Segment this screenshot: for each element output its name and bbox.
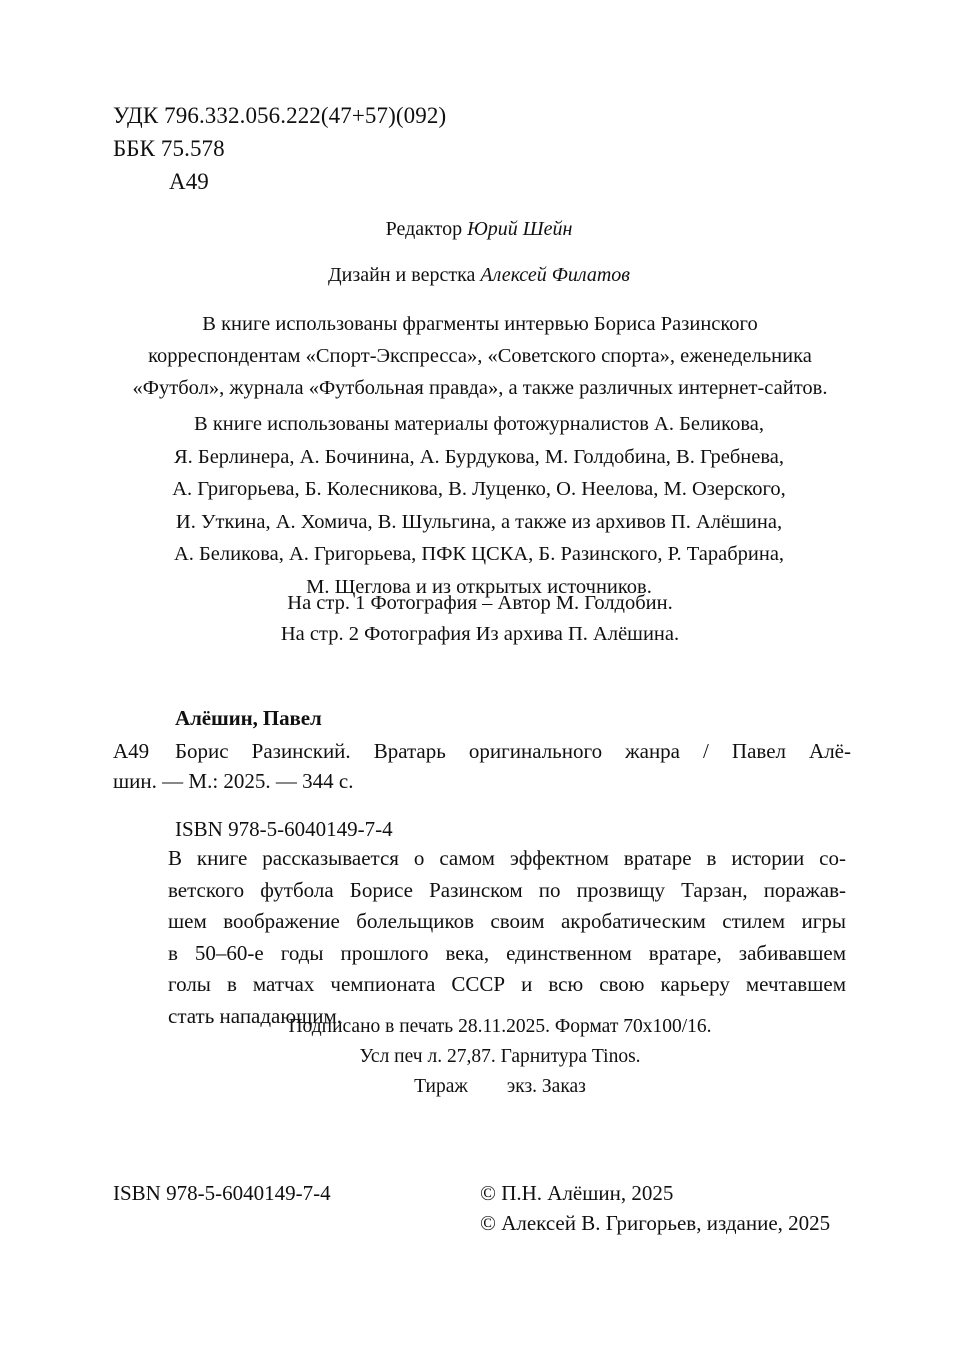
imprint-print-run: Тираж экз. Заказ [414, 1076, 586, 1097]
page-photo-credit-line: На стр. 1 Фотография – Автор М. Голдобин. [287, 592, 673, 614]
imprint-block [160, 1012, 840, 1102]
annotation-paragraph [168, 843, 846, 1032]
designer-label: Дизайн и верстка [328, 264, 476, 286]
biblio-record-line: шин. — М.: 2025. — 344 с. [113, 769, 354, 793]
annotation-line: стать нападающим. [168, 1003, 343, 1028]
bbk-code: ББК 75.578 [113, 136, 225, 161]
photo-note-line: А. Беликова, А. Григорьева, ПФК ЦСКА, Б. Разинского, Р. Тарабрина, [173, 543, 785, 565]
footer-isbn: ISBN 978-5-6040149-7-4 [113, 1181, 331, 1205]
biblio-record [113, 736, 851, 796]
biblio-record-code: А49 [113, 739, 150, 763]
author-sign-code: А49 [169, 169, 209, 194]
biblio-isbn: ISBN 978-5-6040149-7-4 [175, 817, 393, 841]
interview-sources-note [113, 308, 847, 404]
photo-note-line: В книге использованы материалы фотожурналистов А. Беликова, [194, 413, 764, 435]
bibliographic-record [113, 703, 851, 844]
classification-block [113, 99, 446, 198]
photo-note-line: Я. Берлинера, А. Бочинина, А. Бурдукова, М. Голдобина, В. Гребнева, [174, 445, 784, 468]
annotation-line: в 50–60-е годы прошлого века, единственном вратаре, забивавшем [168, 940, 846, 965]
designer-credit [113, 261, 845, 289]
page-photo-credit-line: На стр. 2 Фотография Из архива П. Алёшина. [280, 623, 680, 645]
annotation-line: ветского футбола Борисе Разинском по прозвищу Тарзан, поражав- [168, 877, 846, 902]
photo-note-line: М. Щеглова и из открытых источников. [306, 575, 652, 598]
udk-code: УДК 796.332.056.222(47+57)(092) [113, 103, 447, 128]
interview-note-line: корреспондентам «Спорт-Экспресса», «Советского спорта», еженедельника [148, 345, 812, 367]
biblio-author-heading: Алёшин, Павел [175, 706, 322, 730]
page-photo-credits [113, 588, 847, 650]
editor-label: Редактор [385, 218, 463, 240]
annotation-line: шем воображение болельщиков своим акробатическим стилем игры [168, 909, 846, 933]
interview-note-line: «Футбол», журнала «Футбольная правда», а также различных интернет-сайтов. [132, 377, 828, 399]
photo-note-line: А. Григорьева, Б. Колесникова, В. Луценко, О. Неелова, М. Озерского, [172, 478, 786, 500]
photo-credits-note [107, 408, 851, 603]
interview-note-line: В книге использованы фрагменты интервью Бориса Разинского [202, 313, 758, 335]
annotation-line: голы в матчах чемпионата СССР и всю свою карьеру мечтавшем [168, 972, 846, 996]
imprint-sheets-typeface: Усл печ л. 27,87. Гарнитура Tinos. [359, 1046, 641, 1067]
copyright-line-publisher: © Алексей В. Григорьев, издание, 2025 [480, 1211, 831, 1235]
biblio-record-line: Борис Разинский. Вратарь оригинального жанра / Павел Алё- [175, 739, 851, 763]
footer-copyright [480, 1178, 830, 1238]
imprint-signed-to-print: Подписано в печать 28.11.2025. Формат 70х100/16. [288, 1016, 712, 1037]
annotation-line: В книге рассказывается о самом эффектном вратаре в истории со- [168, 846, 846, 870]
editor-credit [113, 215, 845, 243]
editor-name: Юрий Шейн [467, 218, 573, 240]
photo-note-line: И. Уткина, А. Хомича, В. Шульгина, а также из архивов П. Алёшина, [175, 510, 783, 533]
copyright-line-author: © П.Н. Алёшин, 2025 [480, 1181, 674, 1205]
designer-name: Алексей Филатов [480, 264, 630, 286]
